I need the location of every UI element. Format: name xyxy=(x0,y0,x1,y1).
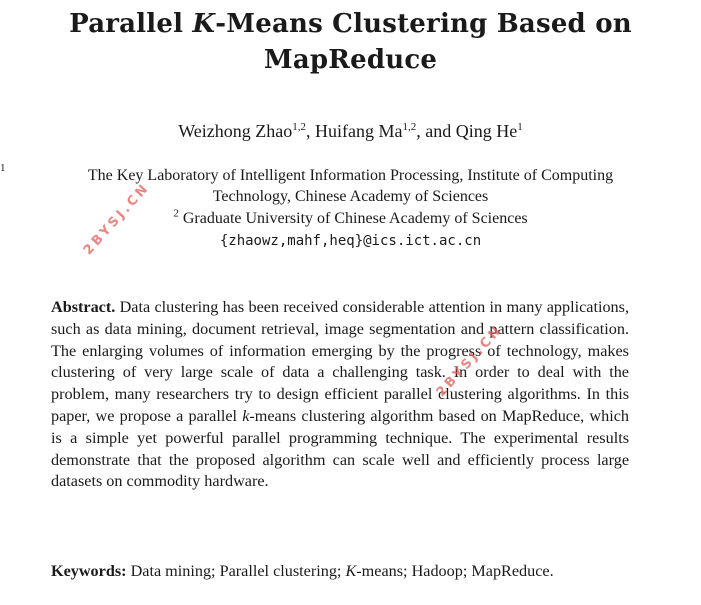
keywords-text-2: -means; Hadoop; MapReduce. xyxy=(356,562,554,580)
title-text: Parallel xyxy=(69,9,193,39)
affiliation-1-line2: Technology, Chinese Academy of Sciences xyxy=(212,188,489,205)
paper-title-line2: MapReduce xyxy=(263,45,438,75)
keywords-text: Data mining; Parallel clustering; xyxy=(126,562,346,580)
abstract-text: Data clustering has been received considerable attention in many applications, such as data mining, document retrieval, image segmentation and pattern classification. The enlarging volumes of information emerging by the progress of technology, makes clustering of very large scale of data a challenging task. In order to deal with the problem, many researchers try to design efficient parallel clustering algorithms. In this paper, we propose a parallel xyxy=(51,298,629,425)
author-name: Huifang Ma xyxy=(315,121,403,141)
author-list xyxy=(0,119,701,143)
affiliation-2-text: Graduate University of Chinese Academy of Sciences xyxy=(182,210,528,227)
affiliation-2-number: 2 xyxy=(173,207,179,220)
author-name: Qing He xyxy=(455,121,518,141)
author-affil-mark: 1,2 xyxy=(402,121,417,133)
keywords-label: Keywords: xyxy=(51,562,127,580)
paper-title xyxy=(0,6,701,78)
author-separator: , xyxy=(306,121,316,141)
keywords xyxy=(51,560,629,582)
author-separator: , and xyxy=(416,121,456,141)
keywords-italic-k: K xyxy=(345,562,357,580)
author-name: Weizhong Zhao xyxy=(178,121,293,141)
watermark-stamp: 2BYSJ.CN xyxy=(433,322,507,400)
author-affil-mark: 1,2 xyxy=(292,121,307,133)
watermark-stamp: 2BYSJ.CN xyxy=(80,180,154,258)
affiliation-1-line1: The Key Laboratory of Intelligent Information Processing, Institute of Computing xyxy=(87,167,614,184)
title-italic-k: K xyxy=(192,9,216,39)
abstract-label: Abstract. xyxy=(51,298,116,316)
abstract-text-2: -means clustering algorithm based on MapReduce, which is a simple yet powerful parallel programming technique. The experimental results demonstrate that the proposed algorithm can scale well and efficiently process large datasets on commodity hardware. xyxy=(51,406,629,491)
abstract-italic-k: k xyxy=(242,406,250,425)
title-text-2: -Means Clustering Based on xyxy=(215,9,632,39)
author-affil-mark: 1 xyxy=(517,121,523,133)
author-email: {zhaowz,mahf,heq}@ics.ict.ac.cn xyxy=(219,233,482,249)
abstract xyxy=(51,297,629,493)
paper-title-line1 xyxy=(0,6,701,42)
affiliation-1-number: 1 xyxy=(0,162,6,174)
